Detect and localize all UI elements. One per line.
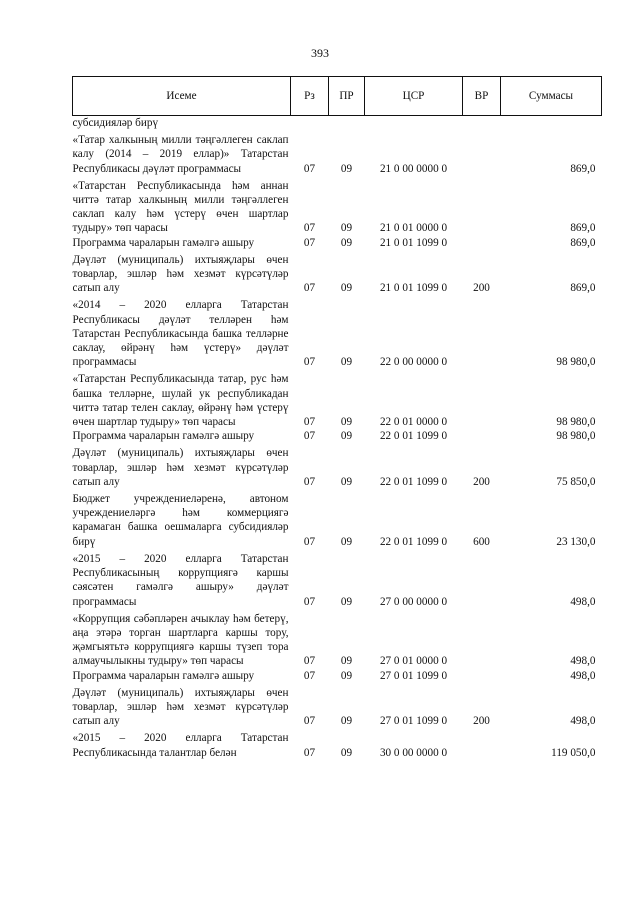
row-csr: 22 0 01 0000 0 bbox=[379, 416, 448, 429]
budget-table bbox=[72, 76, 602, 760]
row-rz: 07 bbox=[303, 669, 316, 682]
row-pr: 09 bbox=[340, 715, 353, 728]
row-name: «2015 – 2020 елларга Татарстан Республикасында талантлар белән bbox=[72, 732, 289, 759]
row-sum: 119 050,0 bbox=[551, 746, 596, 759]
row-pr: 09 bbox=[340, 669, 353, 682]
row-csr: 21 0 00 0000 0 bbox=[379, 162, 448, 175]
row-sum: 98 980,0 bbox=[556, 430, 596, 443]
row-vr bbox=[463, 236, 501, 250]
row-pr: 09 bbox=[340, 535, 353, 548]
header-rz: Рз bbox=[291, 77, 329, 116]
row-sum: 498,0 bbox=[570, 669, 596, 682]
row-name: Программа чараларын гамәлгә ашыру bbox=[72, 236, 255, 249]
table-row bbox=[73, 443, 602, 489]
row-rz: 07 bbox=[303, 746, 316, 759]
header-sum: Суммасы bbox=[501, 77, 602, 116]
table-row bbox=[73, 295, 602, 369]
row-name: субсидияләр бирү bbox=[72, 117, 159, 129]
row-rz bbox=[291, 116, 329, 131]
table-row bbox=[73, 116, 602, 131]
row-rz: 07 bbox=[303, 162, 316, 175]
header-vr: ВР bbox=[463, 77, 501, 116]
row-vr bbox=[463, 295, 501, 369]
table-row bbox=[73, 549, 602, 609]
row-sum: 869,0 bbox=[570, 236, 596, 249]
table-row bbox=[73, 130, 602, 176]
row-csr: 27 0 01 0000 0 bbox=[379, 655, 448, 668]
row-csr bbox=[365, 116, 463, 131]
row-csr: 21 0 01 0000 0 bbox=[379, 222, 448, 235]
row-pr: 09 bbox=[340, 162, 353, 175]
table-row bbox=[73, 489, 602, 549]
row-pr: 09 bbox=[340, 416, 353, 429]
row-name: «2014 – 2020 елларга Татарстан Республикасы дәүләт телләрен һәм Татарстан Республикасында башка телләрне саклау, өйрәнү һәм үстерү» дәүләт программасы bbox=[72, 299, 289, 369]
row-pr bbox=[329, 116, 365, 131]
row-csr: 21 0 01 1099 0 bbox=[379, 282, 448, 295]
table-row bbox=[73, 369, 602, 429]
row-pr: 09 bbox=[340, 475, 353, 488]
row-csr: 22 0 01 1099 0 bbox=[379, 475, 448, 488]
row-name: Программа чараларын гамәлгә ашыру bbox=[72, 669, 255, 682]
row-name: «Татарстан Республикасында татар, рус һәм башка телләрне, шулай ук республикадан читтә татар телен саклау, өйрәнү һәм үстерү өчен шартлар тудыру» төп чарасы bbox=[72, 373, 289, 429]
row-vr: 200 bbox=[473, 475, 490, 488]
row-name: Дәүләт (муниципаль) ихтыяҗлары өчен товарлар, эшләр һәм хезмәт күрсәтүләр сатып алу bbox=[72, 447, 289, 488]
row-csr: 22 0 00 0000 0 bbox=[379, 356, 448, 369]
row-name: «Татар халкының милли тәңгәллеген саклап калу (2014 – 2019 еллар)» Татарстан Республикасы дәүләт программасы bbox=[72, 134, 289, 175]
table-row bbox=[73, 236, 602, 250]
row-sum: 869,0 bbox=[570, 222, 596, 235]
header-name: Исеме bbox=[73, 77, 291, 116]
row-rz: 07 bbox=[303, 430, 316, 443]
row-rz: 07 bbox=[303, 595, 316, 608]
row-vr bbox=[463, 176, 501, 236]
table-row bbox=[73, 728, 602, 759]
table-row bbox=[73, 669, 602, 683]
row-sum: 498,0 bbox=[570, 715, 596, 728]
table-row bbox=[73, 429, 602, 443]
row-pr: 09 bbox=[340, 222, 353, 235]
row-pr: 09 bbox=[340, 236, 353, 249]
row-name: «Татарстан Республикасында һәм аннан читтә татар халкының милли тәңгәллеген саклап калу һәм үстерү өчен шартлар тудыру» төп чарасы bbox=[72, 179, 289, 235]
page-number: 393 bbox=[311, 46, 329, 60]
row-sum: 98 980,0 bbox=[556, 416, 596, 429]
row-csr: 22 0 01 1099 0 bbox=[379, 430, 448, 443]
row-name: «2015 – 2020 елларга Татарстан Республикасының коррупциягә каршы сәясәтен гамәлгә ашыру» дәүләт программасы bbox=[72, 552, 289, 608]
row-sum: 498,0 bbox=[570, 595, 596, 608]
row-vr bbox=[463, 116, 501, 131]
row-csr: 27 0 01 1099 0 bbox=[379, 669, 448, 682]
row-pr: 09 bbox=[340, 595, 353, 608]
row-name: Дәүләт (муниципаль) ихтыяҗлары өчен товарлар, эшләр һәм хезмәт күрсәтүләр сатып алу bbox=[72, 253, 289, 295]
row-vr: 200 bbox=[473, 715, 490, 728]
row-rz: 07 bbox=[303, 222, 316, 235]
row-csr: 27 0 00 0000 0 bbox=[379, 595, 448, 608]
table-row bbox=[73, 250, 602, 296]
row-name: Программа чараларын гамәлгә ашыру bbox=[72, 430, 255, 443]
row-vr bbox=[463, 549, 501, 609]
row-rz: 07 bbox=[303, 475, 316, 488]
table-row bbox=[73, 683, 602, 729]
row-rz: 07 bbox=[303, 715, 316, 728]
row-sum: 869,0 bbox=[570, 282, 596, 295]
row-name: Дәүләт (муниципаль) ихтыяҗлары өчен товарлар, эшләр һәм хезмәт күрсәтүләр сатып алу bbox=[72, 686, 289, 728]
row-csr: 21 0 01 1099 0 bbox=[379, 236, 448, 249]
row-sum: 75 850,0 bbox=[556, 475, 596, 488]
row-rz: 07 bbox=[303, 356, 316, 369]
row-vr bbox=[463, 728, 501, 759]
row-vr bbox=[463, 429, 501, 443]
row-vr bbox=[463, 130, 501, 176]
row-rz: 07 bbox=[303, 416, 316, 429]
row-sum: 869,0 bbox=[570, 162, 596, 175]
row-sum: 98 980,0 bbox=[556, 356, 596, 369]
row-pr: 09 bbox=[340, 655, 353, 668]
row-csr: 22 0 01 1099 0 bbox=[379, 535, 448, 548]
row-vr: 200 bbox=[473, 282, 490, 295]
table-header bbox=[73, 77, 602, 116]
row-pr: 09 bbox=[340, 356, 353, 369]
row-pr: 09 bbox=[340, 430, 353, 443]
row-name: «Коррупция сәбәпләрен ачыклау һәм бетерү, аңа этәрә торган шартларга каршы тору, җәмгыятьтә коррупциягә каршы түзеп тора алмаучылыкны тудыру» төп чарасы bbox=[72, 612, 289, 668]
row-rz: 07 bbox=[303, 236, 316, 249]
row-pr: 09 bbox=[340, 746, 353, 759]
row-vr: 600 bbox=[473, 535, 490, 548]
header-csr: ЦСР bbox=[365, 77, 463, 116]
row-vr bbox=[463, 369, 501, 429]
row-rz: 07 bbox=[303, 655, 316, 668]
table-row bbox=[73, 609, 602, 669]
row-sum bbox=[501, 116, 602, 131]
row-vr bbox=[463, 609, 501, 669]
row-csr: 30 0 00 0000 0 bbox=[379, 746, 448, 759]
table-row bbox=[73, 176, 602, 236]
row-csr: 27 0 01 1099 0 bbox=[379, 715, 448, 728]
row-rz: 07 bbox=[303, 282, 316, 295]
row-sum: 23 130,0 bbox=[556, 535, 596, 548]
header-pr: ПР bbox=[329, 77, 365, 116]
row-sum: 498,0 bbox=[570, 655, 596, 668]
row-pr: 09 bbox=[340, 282, 353, 295]
row-rz: 07 bbox=[303, 535, 316, 548]
row-vr bbox=[463, 669, 501, 683]
row-name: Бюджет учреждениеләренә, автоном учреждениеләргә һәм коммерциягә карамаган башка оешмаларга субсидияләр бирү bbox=[72, 493, 289, 548]
